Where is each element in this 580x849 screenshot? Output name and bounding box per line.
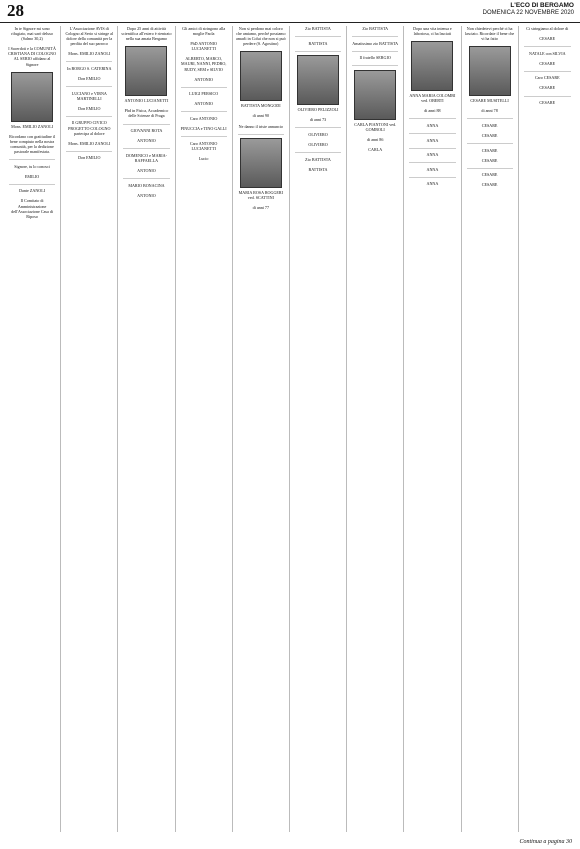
notice-quote: Non chiedetevi perché ci ha lasciato. Ricordate il bene che vi ha fatto — [464, 26, 515, 42]
column-9 — [462, 26, 519, 832]
deceased-name: ANTONIO — [137, 192, 156, 198]
deceased-name: Caro CESARE — [534, 75, 560, 81]
column-4 — [176, 26, 233, 832]
notice-text: DOMENICO e MARIA-RAFFAELLA — [126, 152, 167, 163]
deceased-name: CESARE MUSITELLI — [470, 98, 509, 104]
deceased-name: Don EMILIO — [78, 155, 101, 161]
column-7 — [347, 26, 404, 832]
deceased-name: CESARE — [481, 133, 498, 139]
deceased-photo — [469, 46, 511, 96]
deceased-age: di anni 86 — [367, 136, 384, 142]
deceased-name: PhD ANTONIO LUCIANETTI — [190, 41, 217, 52]
deceased-photo — [125, 46, 167, 96]
deceased-name: ANNA — [426, 137, 439, 143]
deceased-name: ANNA MARIA COLOMBI ved. OBERTI — [409, 93, 456, 104]
deceased-name: CESARE — [481, 147, 498, 153]
deceased-name: MARIA ROSA ROGGERI ved. SCATTINI — [238, 190, 284, 201]
deceased-age: di anni 90 — [252, 113, 270, 119]
deceased-name: BATTISTA — [308, 166, 328, 172]
deceased-name: ANNA — [426, 122, 439, 128]
notice-signature: Lucio — [198, 155, 209, 161]
notice-quote: In te Signore mi sono rifugiato, mai sarò deluso (Salmo 30,2) — [11, 26, 54, 42]
notice-text: Dopo una vita intensa e laboriosa, ci ha lasciati — [413, 26, 452, 37]
notice-text: MARIO BONACINA — [128, 182, 165, 188]
column-6 — [290, 26, 347, 832]
paper-name: L'ECO DI BERGAMO — [510, 2, 574, 9]
notice-text: Ci stringiamo al dolore di — [526, 26, 569, 31]
deceased-name: CESARE — [481, 172, 498, 178]
continuation-note: Continua a pagina 30 — [519, 839, 572, 845]
deceased-photo — [354, 70, 396, 120]
deceased-name: CESARE — [539, 100, 556, 106]
deceased-name: Mons. EMILIO ZANOLI — [11, 123, 54, 129]
deceased-photo — [297, 55, 339, 105]
deceased-name: Don EMILIO — [78, 105, 101, 111]
obituary-columns — [4, 26, 576, 832]
notice-text: LUIGI PERSICO — [189, 91, 219, 97]
deceased-name: CESARE — [539, 60, 556, 66]
deceased-name: ANTONIO — [194, 101, 213, 107]
column-1 — [4, 26, 61, 832]
notice-text: Signore, tu lo conosci — [14, 163, 50, 169]
deceased-name: Zio BATTISTA — [305, 26, 331, 31]
notice-text: Dopo 25 anni di attività scientifica all'estero è rientrato nella sua amata Bergamo — [121, 26, 172, 42]
deceased-name: ANNA — [426, 181, 439, 187]
deceased-name: OLIVIERO — [308, 131, 328, 137]
deceased-name: CARLA PIANTONI ved. GOMBOLI — [354, 121, 397, 132]
notice-text: I Sacerdoti e la COMUNITÀ CRISTIANA DI COLOGNO AL SERIO affidano al Signore — [8, 46, 57, 67]
notice-text: In BORGO S. CATERINA — [67, 65, 112, 71]
notice-text: ALBERTO, MARCO, MAURI, NANNI, PEDRO, RUDY, SEM e SILVIO — [180, 56, 227, 72]
notice-text: Il GRUPPO CIVICO PROGETTO COLOGNO partecipa al dolore — [68, 120, 111, 136]
notice-text: Ne danno il triste annuncio — [238, 123, 284, 129]
deceased-name: Amatissimo zio BATTISTA — [352, 40, 399, 46]
notice-text: GIOVANNI ROTA — [130, 128, 163, 134]
page-number: 28 — [7, 1, 24, 20]
deceased-name: Zio BATTISTA — [362, 26, 389, 31]
deceased-age: di anni 77 — [252, 205, 270, 211]
deceased-name: CESARE — [481, 122, 498, 128]
deceased-age: di anni 78 — [481, 108, 498, 114]
column-8 — [404, 26, 461, 832]
deceased-name: ANNA — [426, 166, 439, 172]
deceased-photo — [11, 72, 53, 122]
deceased-name: Caro ANTONIO — [189, 115, 218, 121]
deceased-age: di anni 73 — [309, 117, 327, 123]
column-3 — [118, 26, 175, 832]
deceased-name: CESARE — [539, 85, 556, 91]
notice-text: Il Comitato di Amministrazione dell'Associazione Casa di Riposo — [11, 198, 54, 219]
notice-quote: Non si perdono mai coloro che amiamo, perché possiamo amarli in Colui che non si può perdere (S. Agostino) — [236, 26, 286, 47]
notice-text: LUCIANO e VIRNA MARTINELLI — [71, 90, 107, 101]
deceased-name: Caro ANTONIO LUCIANETTI — [189, 140, 218, 151]
deceased-photo — [240, 138, 282, 188]
deceased-name: EMILIO — [24, 173, 40, 179]
deceased-name: CARLA — [368, 147, 383, 153]
deceased-name: ANNA — [426, 152, 439, 158]
deceased-name: Mons. EMILIO ZANOLI — [68, 140, 111, 146]
deceased-name: BATTISTA — [308, 40, 328, 46]
issue-date: DOMENICA 22 NOVEMBRE 2020 — [482, 10, 574, 16]
deceased-name: Dante ZANOLI — [19, 188, 46, 194]
deceased-name: OLIVIERO — [308, 141, 328, 147]
deceased-title: Phd in Fisica, Accademico delle Scienze di Praga — [124, 108, 169, 119]
deceased-age: di anni 88 — [424, 108, 441, 114]
deceased-photo — [240, 51, 282, 101]
notice-text: Ricordano con gratitudine il bene compiuto nella nostra comunità, per la dedizione pastorale manifestata. — [9, 133, 56, 155]
deceased-name: ANTONIO LUCIANETTI — [124, 98, 169, 104]
deceased-name: Mons. EMILIO ZANOLI — [68, 51, 111, 57]
notice-text: NATALE con SILVIA — [528, 50, 566, 56]
notice-text: Il fratello SERGIO — [359, 55, 391, 61]
column-10 — [519, 26, 576, 832]
deceased-name: Don EMILIO — [78, 76, 101, 82]
deceased-name: ANTONIO — [194, 76, 213, 82]
deceased-name: OLIVIERO PELIZZOLI — [297, 107, 339, 113]
notice-text: L'Associazione AVIS di Cologno al Serio si stringe al dolore della comunità per la perdita del suo parroco — [65, 26, 114, 47]
deceased-name: BATTISTA MONGODI — [241, 103, 281, 109]
deceased-name: ANTONIO — [137, 167, 156, 173]
deceased-photo — [411, 41, 453, 91]
deceased-name: ANTONIO — [137, 138, 156, 144]
notice-text: Gli amici di stringono alla moglie Paola — [182, 26, 226, 37]
page-header — [0, 0, 580, 23]
column-5 — [233, 26, 290, 832]
deceased-name: Zio BATTISTA — [305, 156, 331, 162]
deceased-name: CESARE — [481, 182, 498, 188]
deceased-name: CESARE — [539, 36, 556, 42]
notice-text: PINUCCIA e TINO GALLI — [180, 126, 227, 132]
column-2 — [61, 26, 118, 832]
deceased-name: CESARE — [481, 157, 498, 163]
masthead — [483, 2, 574, 17]
